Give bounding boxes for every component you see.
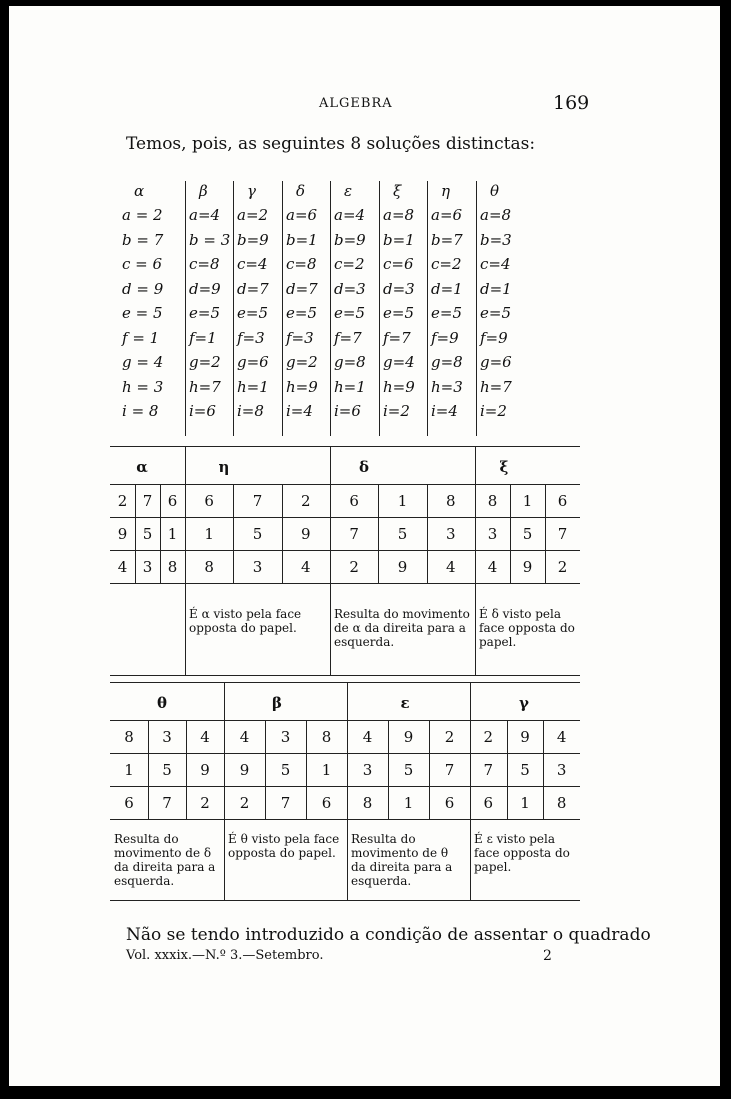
solution-cell: i=4 bbox=[431, 402, 458, 420]
solution-cell: d=1 bbox=[480, 279, 512, 298]
square-note: É δ visto pela face opposta do papel. bbox=[479, 607, 575, 649]
cell-divider bbox=[306, 720, 307, 819]
square-cell: 8 bbox=[124, 728, 134, 746]
square-cell: 2 bbox=[444, 728, 455, 746]
square-cell: 1 bbox=[321, 761, 332, 779]
square-label: η bbox=[218, 458, 230, 476]
solution-cell: i=2 bbox=[383, 402, 410, 420]
solution-cell: b=9 bbox=[334, 230, 366, 249]
solution-cell: c = 6 bbox=[122, 255, 163, 273]
square-cell: 8 bbox=[446, 492, 456, 510]
square-note: É θ visto pela face opposta do papel. bbox=[228, 832, 340, 860]
solution-cell: d=9 bbox=[189, 279, 221, 298]
square-cell: 7 bbox=[557, 525, 568, 543]
table-rule bbox=[110, 583, 580, 584]
square-cell: 7 bbox=[349, 525, 359, 543]
square-cell: 8 bbox=[167, 558, 178, 576]
square-cell: 6 bbox=[349, 492, 359, 510]
square-cell: 1 bbox=[124, 761, 134, 779]
solution-cell: d=3 bbox=[383, 279, 415, 298]
square-cell: 7 bbox=[252, 492, 263, 510]
page bbox=[9, 6, 720, 1086]
square-cell: 6 bbox=[204, 492, 214, 510]
square-cell: 3 bbox=[162, 728, 172, 746]
square-cell: 8 bbox=[321, 728, 332, 746]
footer-text: Não se tendo introduzido a condição de assentar o quadrado bbox=[126, 925, 651, 945]
solution-cell: e=5 bbox=[237, 304, 268, 322]
square-cell: 6 bbox=[167, 492, 178, 510]
square-cell: 9 bbox=[520, 728, 530, 746]
block-divider bbox=[330, 446, 331, 675]
column-divider bbox=[476, 181, 477, 436]
square-cell: 8 bbox=[204, 558, 214, 576]
square-cell: 7 bbox=[280, 794, 291, 812]
square-cell: 3 bbox=[362, 761, 373, 779]
solution-cell: b=3 bbox=[480, 230, 512, 249]
column-divider bbox=[330, 181, 331, 436]
solution-column-header: α bbox=[134, 182, 145, 200]
square-cell: 9 bbox=[200, 761, 210, 779]
solution-cell: d=1 bbox=[431, 279, 463, 298]
solution-cell: e=5 bbox=[189, 304, 220, 322]
solution-cell: g=8 bbox=[334, 353, 366, 371]
solution-cell: i=6 bbox=[189, 402, 216, 420]
square-cell: 5 bbox=[280, 761, 291, 779]
square-label: α bbox=[136, 458, 148, 476]
solution-cell: g=8 bbox=[431, 353, 463, 371]
square-cell: 4 bbox=[446, 558, 456, 576]
solution-cell: a=6 bbox=[431, 206, 463, 224]
solution-cell: i=2 bbox=[480, 402, 507, 420]
square-cell: 5 bbox=[252, 525, 263, 543]
square-cell: 7 bbox=[142, 492, 153, 510]
square-label: ξ bbox=[499, 458, 509, 476]
solution-column-header: ε bbox=[344, 182, 353, 200]
solution-cell: c=4 bbox=[237, 255, 268, 273]
cell-divider bbox=[507, 720, 508, 819]
square-cell: 1 bbox=[522, 492, 533, 510]
solution-cell: a=4 bbox=[334, 206, 366, 224]
solution-cell: e=5 bbox=[480, 304, 511, 322]
square-cell: 3 bbox=[556, 761, 567, 779]
solution-cell: e=5 bbox=[286, 304, 317, 322]
solution-cell: h=7 bbox=[189, 377, 221, 396]
square-cell: 3 bbox=[142, 558, 153, 576]
solution-cell: h = 3 bbox=[122, 377, 164, 396]
solution-cell: b = 3 bbox=[189, 230, 231, 249]
square-note: Resulta do movimento de α da direita para a esquerda. bbox=[334, 607, 470, 649]
intro-text: Temos, pois, as seguintes 8 soluções distinctas: bbox=[126, 134, 536, 154]
footer-signature: Vol. xxxix.—N.º 3.—Setembro. bbox=[126, 948, 324, 963]
square-cell: 2 bbox=[301, 492, 311, 510]
solution-cell: e=5 bbox=[334, 304, 365, 322]
square-cell: 9 bbox=[403, 728, 414, 746]
solution-column-header: β bbox=[199, 182, 208, 200]
square-cell: 4 bbox=[200, 728, 210, 746]
solution-cell: c=6 bbox=[383, 255, 414, 273]
cell-divider bbox=[429, 720, 430, 819]
solution-cell: h=7 bbox=[480, 377, 512, 396]
solution-cell: i=8 bbox=[237, 402, 264, 420]
solution-cell: g=6 bbox=[237, 353, 269, 371]
square-cell: 9 bbox=[117, 525, 128, 543]
table-rule bbox=[110, 819, 580, 820]
square-cell: 4 bbox=[556, 728, 567, 746]
square-cell: 9 bbox=[522, 558, 533, 576]
solution-cell: g=6 bbox=[480, 353, 512, 371]
square-cell: 4 bbox=[487, 558, 498, 576]
square-cell: 4 bbox=[117, 558, 128, 576]
square-cell: 2 bbox=[483, 728, 494, 746]
solution-cell: f=9 bbox=[480, 328, 508, 347]
square-cell: 7 bbox=[162, 794, 172, 812]
square-note: É α visto pela face opposta do papel. bbox=[189, 607, 302, 635]
running-header: ALGEBRA bbox=[319, 96, 393, 111]
solution-cell: f=1 bbox=[189, 328, 217, 347]
cell-divider bbox=[265, 720, 266, 819]
table-rule bbox=[110, 786, 580, 787]
square-cell: 8 bbox=[487, 492, 498, 510]
solution-column-header: γ bbox=[247, 182, 256, 200]
solution-cell: c=2 bbox=[431, 255, 462, 273]
square-cell: 4 bbox=[362, 728, 373, 746]
square-cell: 5 bbox=[403, 761, 414, 779]
square-cell: 7 bbox=[483, 761, 494, 779]
block-divider bbox=[224, 682, 225, 900]
square-cell: 5 bbox=[522, 525, 533, 543]
solution-cell: i=4 bbox=[286, 402, 313, 420]
square-label: ε bbox=[400, 694, 410, 712]
table-rule bbox=[110, 682, 580, 683]
solution-cell: e = 5 bbox=[122, 304, 163, 322]
solution-cell: a=4 bbox=[189, 206, 221, 224]
square-cell: 1 bbox=[520, 794, 530, 812]
square-label: γ bbox=[519, 694, 529, 712]
solution-cell: b=9 bbox=[237, 230, 269, 249]
table-rule bbox=[110, 753, 580, 754]
square-cell: 7 bbox=[444, 761, 455, 779]
square-cell: 2 bbox=[117, 492, 128, 510]
column-divider bbox=[233, 181, 234, 436]
solution-cell: h=1 bbox=[334, 377, 366, 396]
square-cell: 4 bbox=[301, 558, 311, 576]
solution-cell: c=4 bbox=[480, 255, 511, 273]
cell-divider bbox=[543, 720, 544, 819]
square-cell: 6 bbox=[483, 794, 494, 812]
solution-cell: h=3 bbox=[431, 377, 463, 396]
solution-cell: a=8 bbox=[480, 206, 512, 224]
cell-divider bbox=[148, 720, 149, 819]
column-divider bbox=[379, 181, 380, 436]
solution-cell: a=6 bbox=[286, 206, 318, 224]
solution-cell: d=7 bbox=[237, 279, 269, 298]
square-cell: 9 bbox=[301, 525, 311, 543]
square-cell: 3 bbox=[280, 728, 291, 746]
square-label: β bbox=[272, 694, 282, 712]
solution-cell: f=7 bbox=[334, 328, 362, 347]
square-cell: 2 bbox=[557, 558, 568, 576]
block-divider bbox=[470, 682, 471, 900]
column-divider bbox=[282, 181, 283, 436]
solution-cell: f=9 bbox=[431, 328, 459, 347]
solution-cell: g=4 bbox=[383, 353, 415, 371]
square-cell: 1 bbox=[167, 525, 178, 543]
square-cell: 3 bbox=[252, 558, 263, 576]
solution-cell: e=5 bbox=[383, 304, 414, 322]
solution-cell: h=9 bbox=[286, 377, 318, 396]
square-cell: 1 bbox=[204, 525, 214, 543]
square-cell: 6 bbox=[444, 794, 455, 812]
square-cell: 1 bbox=[397, 492, 408, 510]
square-label: θ bbox=[156, 694, 167, 712]
solution-cell: d=7 bbox=[286, 279, 318, 298]
solution-cell: g=2 bbox=[189, 353, 221, 371]
solution-cell: f=7 bbox=[383, 328, 411, 347]
square-cell: 5 bbox=[162, 761, 172, 779]
cell-divider bbox=[233, 484, 234, 583]
solution-cell: e=5 bbox=[431, 304, 462, 322]
square-cell: 9 bbox=[239, 761, 250, 779]
square-cell: 8 bbox=[362, 794, 373, 812]
footer-signature-number: 2 bbox=[543, 948, 552, 964]
table-rule bbox=[110, 446, 580, 447]
solution-cell: f=3 bbox=[286, 328, 314, 347]
square-cell: 6 bbox=[321, 794, 332, 812]
solution-cell: b=1 bbox=[383, 230, 415, 249]
square-cell: 3 bbox=[446, 525, 456, 543]
table-rule bbox=[110, 720, 580, 721]
cell-divider bbox=[378, 484, 379, 583]
square-cell: 9 bbox=[397, 558, 408, 576]
solution-cell: b=7 bbox=[431, 230, 463, 249]
cell-divider bbox=[510, 484, 511, 583]
square-note: É ε visto pela face opposta do papel. bbox=[474, 832, 570, 874]
solution-cell: d = 9 bbox=[122, 279, 164, 298]
square-note: Resulta do movimento de δ da direita para a esquerda. bbox=[114, 832, 216, 888]
square-cell: 2 bbox=[200, 794, 210, 812]
square-cell: 6 bbox=[124, 794, 134, 812]
solution-cell: a = 2 bbox=[122, 206, 163, 224]
solution-column-header: η bbox=[441, 182, 450, 200]
block-divider bbox=[475, 446, 476, 675]
square-cell: 8 bbox=[556, 794, 567, 812]
solution-cell: f = 1 bbox=[122, 328, 160, 347]
solution-cell: h=9 bbox=[383, 377, 415, 396]
solution-cell: h=1 bbox=[237, 377, 269, 396]
solution-cell: a=2 bbox=[237, 206, 269, 224]
solution-cell: c=2 bbox=[334, 255, 365, 273]
solution-cell: i=6 bbox=[334, 402, 361, 420]
column-divider bbox=[185, 181, 186, 436]
cell-divider bbox=[282, 484, 283, 583]
solution-column-header: θ bbox=[490, 182, 500, 200]
square-cell: 4 bbox=[239, 728, 250, 746]
square-cell: 6 bbox=[557, 492, 568, 510]
cell-divider bbox=[388, 720, 389, 819]
square-cell: 2 bbox=[349, 558, 359, 576]
solution-cell: c=8 bbox=[189, 255, 220, 273]
square-cell: 5 bbox=[397, 525, 408, 543]
solution-cell: b = 7 bbox=[122, 230, 164, 249]
page-number: 169 bbox=[553, 92, 590, 114]
square-cell: 1 bbox=[403, 794, 414, 812]
column-divider bbox=[427, 181, 428, 436]
solution-cell: g = 4 bbox=[122, 353, 164, 371]
solution-cell: b=1 bbox=[286, 230, 318, 249]
square-note: Resulta do movimento de θ da direita para a esquerda. bbox=[351, 832, 453, 888]
solution-column-header: δ bbox=[296, 182, 306, 200]
solution-cell: i = 8 bbox=[122, 402, 159, 420]
cell-divider bbox=[545, 484, 546, 583]
table-rule bbox=[110, 675, 580, 676]
cell-divider bbox=[427, 484, 428, 583]
cell-divider bbox=[186, 720, 187, 819]
square-cell: 2 bbox=[239, 794, 250, 812]
square-label: δ bbox=[358, 458, 369, 476]
solution-cell: f=3 bbox=[237, 328, 265, 347]
solution-cell: c=8 bbox=[286, 255, 317, 273]
square-cell: 5 bbox=[142, 525, 153, 543]
table-rule bbox=[110, 900, 580, 901]
solution-cell: g=2 bbox=[286, 353, 318, 371]
solution-cell: a=8 bbox=[383, 206, 415, 224]
square-cell: 3 bbox=[487, 525, 498, 543]
solution-column-header: ξ bbox=[393, 182, 402, 200]
solution-cell: d=3 bbox=[334, 279, 366, 298]
block-divider bbox=[347, 682, 348, 900]
square-cell: 5 bbox=[520, 761, 530, 779]
